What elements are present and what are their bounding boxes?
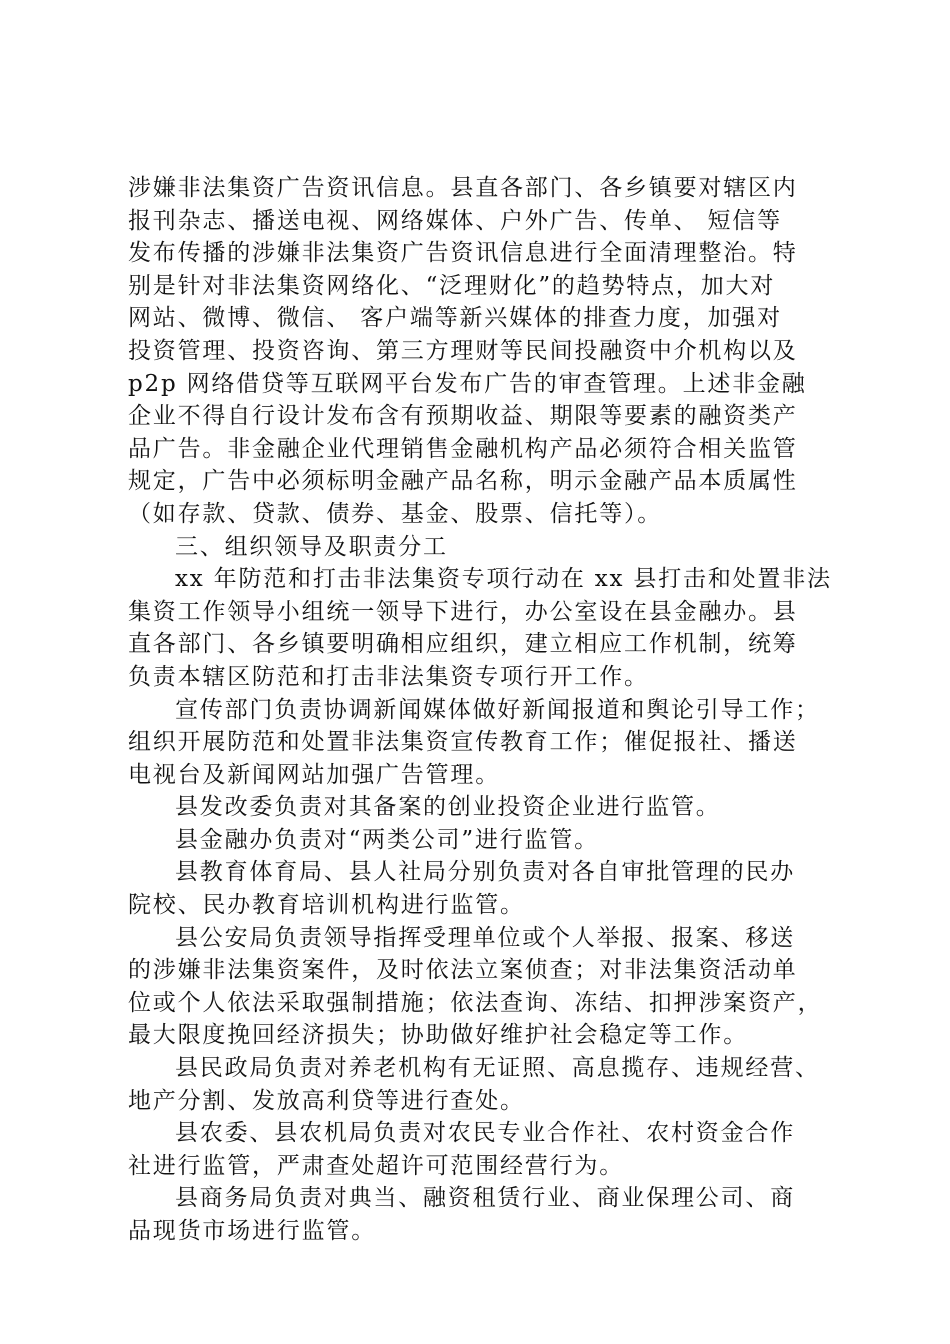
text-line: 别是针对非法集资网络化、“泛理财化”的趋势特点，加大对 (128, 272, 776, 299)
text-line: 报刊杂志、播送电视、网络媒体、户外广告、传单、 短信等 (128, 207, 782, 234)
text-line: 院校、民办教育培训机构进行监管。 (128, 892, 525, 919)
text-line: 网站、微博、微信、 客户端等新兴媒体的排查力度，加强对 (128, 305, 782, 332)
text-line: p2p 网络借贷等互联网平台发布广告的审查管理。上述非金融 (128, 370, 807, 397)
text-line: 品广告。非金融企业代理销售金融机构产品必须符合相关监管 (128, 435, 798, 462)
text-line: （如存款、贷款、债券、基金、股票、信托等）。 (128, 500, 663, 527)
text-line: xx 年防范和打击非法集资专项行动在 xx 县打击和处置非法 (175, 566, 832, 593)
text-line: 集资工作领导小组统一领导下进行，办公室设在县金融办。县 (128, 598, 798, 625)
text-line: 县公安局负责领导指挥受理单位或个人举报、报案、移送 (175, 924, 795, 951)
text-line: 宣传部门负责协调新闻媒体做好新闻报道和舆论引导工作； (175, 696, 820, 723)
text-line: 电视台及新闻网站加强广告管理。 (128, 761, 500, 788)
text-line: 县商务局负责对典当、融资租赁行业、商业保理公司、商 (175, 1185, 795, 1212)
text-line: 县农委、县农机局负责对农民专业合作社、农村资金合作 (175, 1120, 795, 1147)
text-line: 县民政局负责对养老机构有无证照、高息揽存、违规经营、 (175, 1055, 820, 1082)
text-line: 品现货市场进行监管。 (128, 1218, 376, 1244)
text-line: 直各部门、各乡镇要明确相应组织，建立相应工作机制，统筹 (128, 631, 798, 658)
text-line: 地产分割、发放高利贷等进行查处。 (128, 1087, 525, 1114)
text-line: 位或个人依法采取强制措施；依法查询、冻结、扣押涉案资产， (128, 989, 823, 1016)
text-line: 最大限度挽回经济损失；协助做好维护社会稳定等工作。 (128, 1022, 748, 1049)
text-line: 投资管理、投资咨询、第三方理财等民间投融资中介机构以及 (128, 337, 798, 364)
document-body (128, 172, 833, 1248)
text-line: 县发改委负责对其备案的创业投资企业进行监管。 (175, 794, 721, 821)
text-line: 县教育体育局、县人社局分别负责对各自审批管理的民办 (175, 859, 795, 886)
text-line: 涉嫌非法集资广告资讯信息。县直各部门、各乡镇要对辖区内 (128, 175, 798, 201)
text-line: 发布传播的涉嫌非法集资广告资讯信息进行全面清理整治。特 (128, 240, 798, 267)
text-line: 规定，广告中必须标明金融产品名称，明示金融产品本质属性 (128, 468, 798, 495)
text-line: 组织开展防范和处置非法集资宣传教育工作；催促报社、播送 (128, 729, 798, 756)
text-line: 负责本辖区防范和打击非法集资专项行开工作。 (128, 663, 649, 690)
text-line: 三、组织领导及职责分工 (175, 533, 448, 560)
text-line: 县金融办负责对“两类公司”进行监管。 (175, 826, 599, 853)
text-line: 社进行监管，严肃查处超许可范围经营行为。 (128, 1152, 624, 1179)
text-line: 企业不得自行设计发布含有预期收益、期限等要素的融资类产 (128, 403, 798, 430)
text-line: 的涉嫌非法集资案件，及时依法立案侦查；对非法集资活动单 (128, 957, 798, 984)
